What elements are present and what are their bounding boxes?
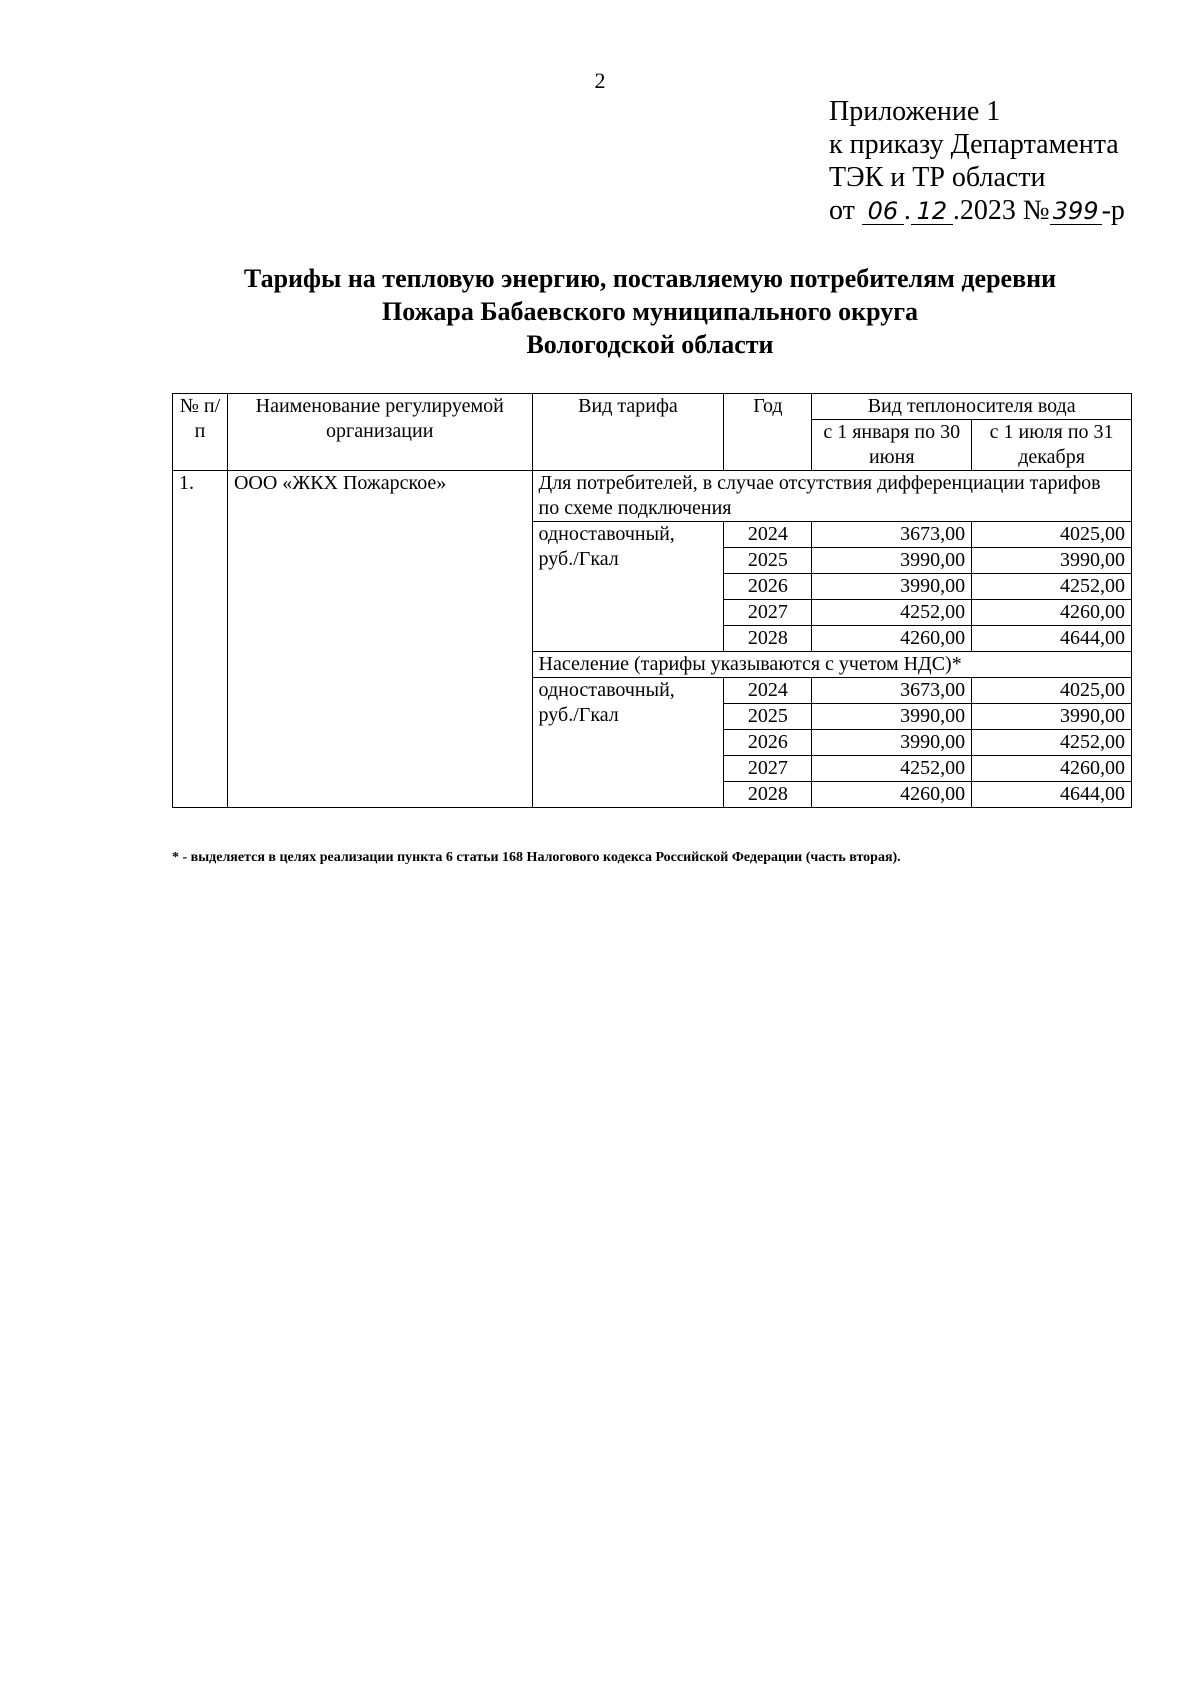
year-cell: 2026 — [724, 730, 812, 756]
value-cell: 4644,00 — [972, 626, 1132, 652]
header-period-2: с 1 июля по 31 декабря — [972, 420, 1132, 471]
appendix-block — [829, 95, 1125, 227]
value-cell: 3990,00 — [812, 574, 972, 600]
year-cell: 2025 — [724, 704, 812, 730]
year-cell: 2024 — [724, 678, 812, 704]
year-cell: 2026 — [724, 574, 812, 600]
handwritten-day: 06 — [862, 198, 904, 225]
appendix-line-2: к приказу Департамента — [829, 129, 1119, 160]
value-cell: 4025,00 — [972, 678, 1132, 704]
title-line-2: Пожара Бабаевского муниципального округа — [381, 297, 919, 326]
value-cell: 3990,00 — [972, 548, 1132, 574]
value-cell: 3990,00 — [972, 704, 1132, 730]
value-cell: 4260,00 — [972, 756, 1132, 782]
year-cell: 2024 — [724, 522, 812, 548]
group-label: Население (тарифы указываются с учетом НДС)* — [532, 652, 1131, 678]
appendix-line-1: Приложение 1 — [829, 96, 1001, 127]
tariff-type: одноставочный, руб./Гкал — [532, 678, 724, 808]
year-cell: 2028 — [724, 626, 812, 652]
handwritten-order-number: 399 — [1050, 198, 1102, 225]
tariff-table — [172, 393, 1132, 808]
document-title — [150, 262, 1150, 361]
value-cell: 4260,00 — [972, 600, 1132, 626]
header-period-1: с 1 января по 30 июня — [812, 420, 972, 471]
handwritten-month: 12 — [911, 198, 953, 225]
year-cell: 2028 — [724, 782, 812, 808]
page-number: 2 — [594, 68, 606, 93]
date-prefix: от — [829, 195, 855, 226]
value-cell: 3990,00 — [812, 548, 972, 574]
value-cell: 4252,00 — [812, 600, 972, 626]
title-line-1: Тарифы на тепловую энергию, поставляемую потребителям деревни — [243, 264, 1057, 293]
year-cell: 2027 — [724, 600, 812, 626]
order-suffix: -р — [1101, 195, 1125, 226]
value-cell: 4260,00 — [812, 626, 972, 652]
group-label: Для потребителей, в случае отсутствия дифференциации тарифов по схеме подключения — [532, 471, 1131, 522]
year-cell: 2025 — [724, 548, 812, 574]
footnote: * - выделяется в целях реализации пункта 6 статьи 168 Налогового кодекса Российской Федерации (часть вторая). — [172, 850, 901, 865]
header-carrier: Вид теплоносителя вода — [812, 394, 1132, 420]
appendix-line-3: ТЭК и ТР области — [829, 162, 1046, 193]
value-cell: 4252,00 — [972, 574, 1132, 600]
header-org: Наименование регулируемой организации — [227, 394, 532, 471]
value-cell: 3673,00 — [812, 522, 972, 548]
header-year: Год — [724, 394, 812, 471]
value-cell: 4644,00 — [972, 782, 1132, 808]
row-number: 1. — [173, 471, 228, 808]
header-num: № п/п — [173, 394, 228, 471]
organization-name: ООО «ЖКХ Пожарское» — [227, 471, 532, 808]
date-year: .2023 № — [952, 195, 1050, 226]
value-cell: 3990,00 — [812, 704, 972, 730]
value-cell: 3673,00 — [812, 678, 972, 704]
value-cell: 4025,00 — [972, 522, 1132, 548]
year-cell: 2027 — [724, 756, 812, 782]
header-row — [173, 394, 1132, 420]
table-row — [173, 471, 1132, 522]
title-line-3: Вологодской области — [526, 330, 774, 359]
tariff-type: одноставочный, руб./Гкал — [532, 522, 724, 652]
value-cell: 4252,00 — [812, 756, 972, 782]
value-cell: 4260,00 — [812, 782, 972, 808]
value-cell: 3990,00 — [812, 730, 972, 756]
header-type: Вид тарифа — [532, 394, 724, 471]
value-cell: 4252,00 — [972, 730, 1132, 756]
appendix-date-line: от 06 . 12 .2023 № 399 -р — [829, 195, 1125, 226]
